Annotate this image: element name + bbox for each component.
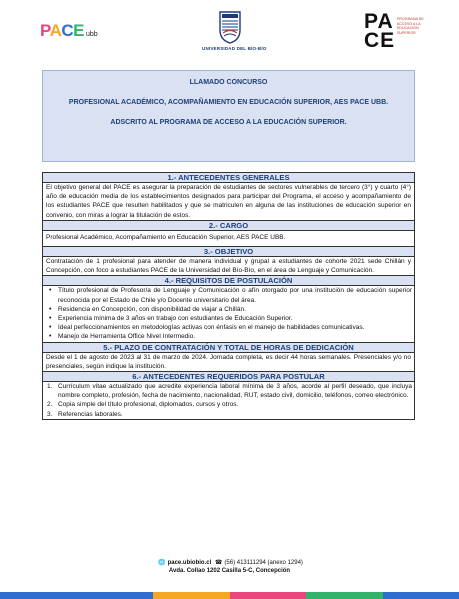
pace-program-logo [364,12,434,58]
list-item [47,410,412,419]
section-3-body: Contratación de 1 profesional para atender de manera individual y grupal a estudiantes de cohorte 2021 sede Chillán y Concepción, con foco a estudiantes PACE de la Universidad del Bío-Bío, en el área de Lenguaje y Comunicación. [43,257,414,276]
item-number: 3. [47,410,53,418]
section-2-body: Profesional Académico, Acompañamiento en Educación Superior, AES PACE UBB. [43,231,414,247]
section-2-title: 2.- CARGO [43,221,414,231]
ubb-suffix: ubb [85,30,98,38]
requirements-table [42,172,415,420]
stripe-segment [306,592,383,599]
section-6-body [43,382,414,419]
stripe-segment [77,592,154,599]
item-text: Referencias laborales. [58,410,123,418]
section-6-title: 6.- ANTECEDENTES REQUERIDOS PARA POSTULAR [43,372,414,382]
pace-logo-text: PACE [40,21,84,40]
stripe-segment [230,592,307,599]
item-number: 1. [47,383,53,391]
pace-program-tagline: PROGRAMA DE ACCESO A LA EDUCACIÓN SUPERIOR [397,17,424,35]
section-1-title: 1.- ANTECEDENTES GENERALES [43,173,414,183]
university-logo [202,10,267,60]
stripe-segment [153,592,230,599]
section-5-title: 5.- PLAZO DE CONTRATACIÓN Y TOTAL DE HORAS DE DEDICACIÓN [43,343,414,353]
pace-ubb-logo [40,20,120,42]
section-5-body: Desde el 1 de agosto de 2023 al 31 de marzo de 2024. Jornada completa, es decir 44 horas semanales. Presenciales y/o no presenciales, según indique la institución. [43,353,414,372]
university-name: UNIVERSIDAD DEL BÍO-BÍO [202,46,267,51]
section-4-body [43,286,414,342]
banner-line-3: ADSCRITO AL PROGRAMA DE ACCESO A LA EDUCACIÓN SUPERIOR. [110,119,347,126]
section-3-title: 3.- OBJETIVO [43,247,414,257]
phone-number: (56) 413111294 (anexo 1294) [224,560,303,566]
stripe-segment [383,592,459,599]
documents-list [43,382,414,419]
requirements-list [43,286,414,341]
banner-line-1: LLAMADO CONCURSO [189,79,268,86]
list-item: • Manejo de Herramienta Office Nivel Intermedio. [49,332,412,341]
university-crest-icon [218,10,242,44]
list-item: • Residencia en Concepción, con disponibilidad de viajar a Chillán. [49,305,412,314]
list-item: • Título profesional de Profesor/a de Lenguaje y Comunicación o afín otorgado por una institución de educación superior reconocida por el Estado de Chile y/o Docente universitario del área. [49,286,412,304]
list-item: • Experiencia mínima de 3 años en trabajo con estudiantes de Educación Superior. [49,314,412,323]
footer [0,559,459,574]
section-4-title: 4.- REQUISITOS DE POSTULACIÓN [43,276,414,286]
banner-line-2: PROFESIONAL ACADÉMICO, ACOMPAÑAMIENTO EN EDUCACIÓN SUPERIOR, AES PACE UBB. [68,99,389,106]
color-stripe [0,592,459,599]
globe-icon: 🌐 [158,560,166,566]
website-link[interactable]: pace.ubiobio.cl [167,560,212,566]
list-item: • Ideal perfeccionamientos en metodologías activas con énfasis en el manejo de habilidades comunicativas. [49,323,412,332]
pace-big-text: PA CE [364,10,396,52]
item-text: Currículum vitae actualizado que acredite experiencia laboral mínima de 3 años, acorde al perfil deseado, que incluya nombre completo, profesión, fecha de nacimiento, nacionalidad, RUT, estado civil, domicilio, teléfonos, correo electrónico. [58,383,412,400]
item-number: 2. [47,401,53,409]
header [0,0,459,70]
stripe-segment [0,592,77,599]
contact-line [0,559,459,566]
item-text: Copia simple del título profesional, diplomados, cursos y otros. [58,401,239,409]
title-banner [42,70,415,162]
list-item [47,400,412,409]
list-item [47,382,412,400]
address: Avda. Collao 1202 Casilla 5-C, Concepción [168,568,291,574]
phone-icon: ☎ [214,560,223,566]
section-1-body: El objetivo general del PACE es asegurar la preparación de estudiantes de sectores vulnerables de tercero (3°) y cuarto (4°) año de educación media de los establecimientos designados para participar del Programa, el acceso y acompañamiento de los estudiantes PACE que resulten habilitados y que se matriculen en alguna de las instituciones de educación superior en convenio, con miras a lograr la titulación de estos. [43,183,414,221]
